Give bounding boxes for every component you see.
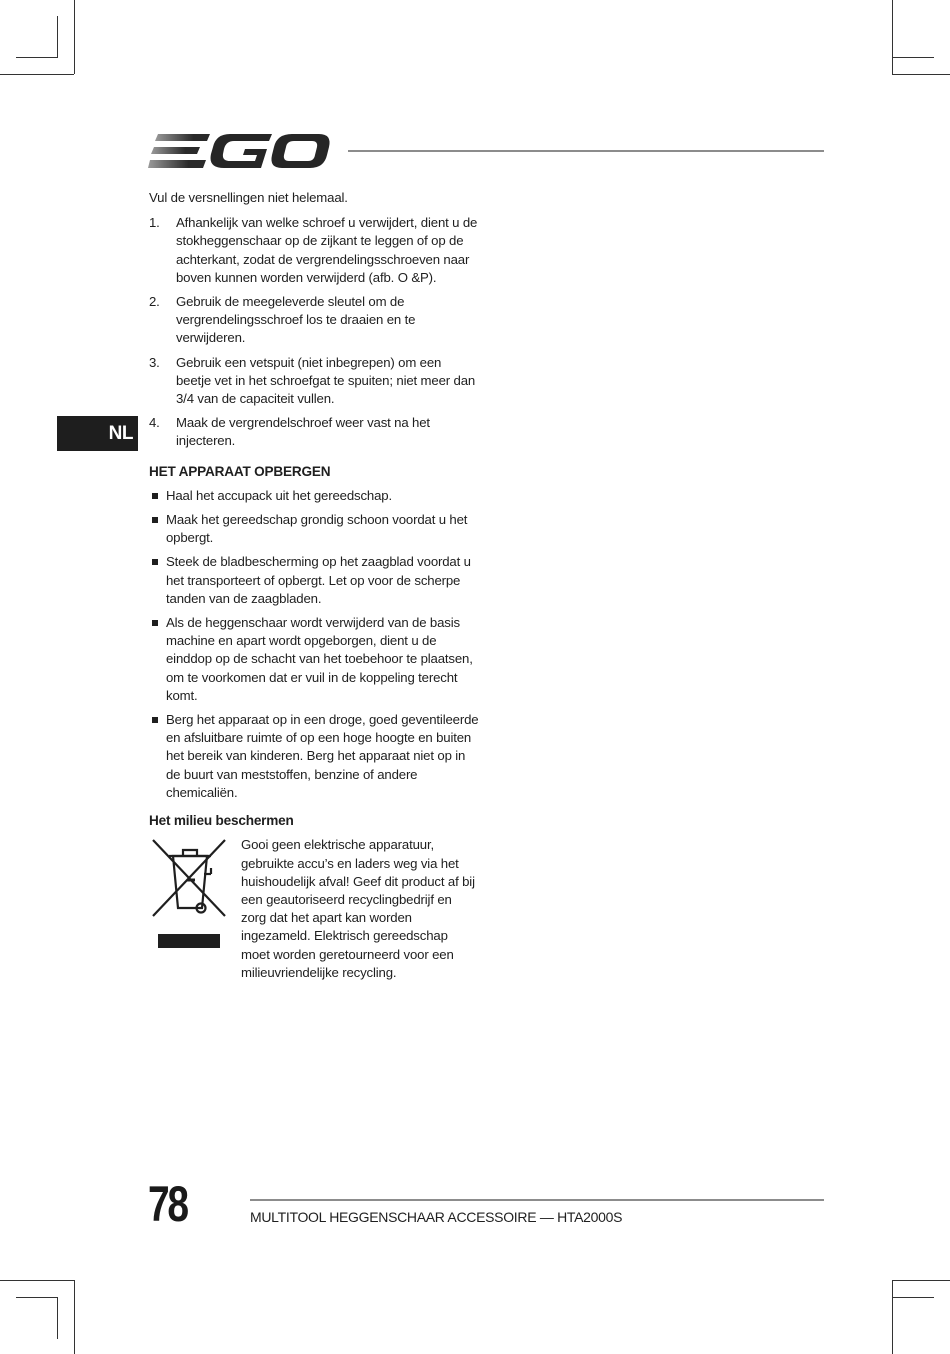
list-item	[149, 293, 479, 348]
crop-mark	[74, 1280, 75, 1354]
separate-collection-bar	[158, 934, 220, 948]
square-bullet-icon	[152, 517, 158, 523]
bullet-text: Steek de bladbescherming op het zaagblad voordat u het transporteert of opbergt. Let op voor de scherpe tanden van de zaagbladen.	[166, 554, 471, 606]
step-text: Afhankelijk van welke schroef u verwijdert, dient u de stokheggenschaar op de zijkant te leggen of op de achterkant, zodat de vergrendelingsschroeven naar boven kunnen worden verwijderd (afb. O &P).	[176, 215, 478, 285]
crop-mark	[16, 57, 58, 58]
list-item	[149, 553, 479, 608]
step-text: Gebruik de meegeleverde sleutel om de vergrendelingsschroef los te draaien en te verwijderen.	[176, 294, 416, 346]
crossed-out-wheelie-bin-icon	[149, 836, 241, 956]
step-text: Maak de vergrendelschroef weer vast na het injecteren.	[176, 415, 430, 449]
crop-mark	[892, 57, 934, 58]
list-item	[149, 487, 479, 505]
main-content	[149, 189, 479, 982]
crop-mark	[0, 74, 74, 75]
language-tab: NL	[57, 416, 138, 451]
list-item	[149, 414, 479, 450]
crop-mark	[57, 16, 58, 58]
environment-heading: Het milieu beschermen	[149, 813, 294, 829]
crop-mark	[892, 74, 950, 75]
crop-mark	[892, 0, 893, 74]
crop-mark	[892, 1280, 950, 1281]
bullet-text: Berg het apparaat op in een droge, goed geventileerde en afsluitbare ruimte of op een hoge hoogte en buiten het bereik van kinderen. Berg het apparaat niet op in de buurt van meststoffen, benzine of andere chemicaliën.	[166, 712, 479, 800]
crop-mark	[892, 1280, 893, 1354]
header-rule	[348, 150, 824, 152]
square-bullet-icon	[152, 559, 158, 565]
step-number: 2.	[149, 294, 160, 310]
list-item	[149, 614, 479, 705]
square-bullet-icon	[152, 717, 158, 723]
crop-mark	[57, 1297, 58, 1339]
crop-mark	[74, 0, 75, 74]
environment-block	[149, 836, 479, 982]
footer-rule	[250, 1199, 824, 1201]
storage-heading: HET APPARAAT OPBERGEN	[149, 463, 331, 479]
steps-list	[149, 214, 479, 450]
crop-mark	[0, 1280, 74, 1281]
step-number: 3.	[149, 354, 160, 370]
bullet-text: Maak het gereedschap grondig schoon voordat u het opbergt.	[166, 512, 468, 546]
square-bullet-icon	[152, 620, 158, 626]
environment-text: Gooi geen elektrische apparatuur, gebruikte accu’s en laders weg via het huishoudelijk afval! Geef dit product af bij een geautoriseerd recyclingbedrijf en zorg dat het apart kan worden ingezameld. Elektrisch gereedschap moet worden geretourneerd voor een milieuvriendelijke recycling.	[241, 837, 475, 980]
crop-mark	[892, 1297, 934, 1298]
list-item	[149, 711, 479, 802]
bullet-text: Als de heggenschaar wordt verwijderd van de basis machine en apart wordt opgeborgen, dient u de einddop op de schacht van het toebehoor te plaatsen, om te voorkomen dat er vuil in de koppeling terecht komt.	[166, 615, 473, 703]
square-bullet-icon	[152, 493, 158, 499]
step-text: Gebruik een vetspuit (niet inbegrepen) om een beetje vet in het schroefgat te spuiten; niet meer dan 3/4 van de capaciteit vullen.	[176, 354, 476, 407]
ego-logo	[148, 130, 332, 172]
list-item	[149, 354, 479, 409]
page-number: 78	[148, 1176, 187, 1232]
step-number: 4.	[149, 415, 160, 431]
intro-text: Vul de versnellingen niet helemaal.	[149, 190, 348, 205]
footer-title: MULTITOOL HEGGENSCHAAR ACCESSOIRE — HTA2000S	[250, 1209, 623, 1225]
storage-list	[149, 487, 479, 802]
crop-mark	[16, 1297, 58, 1298]
list-item	[149, 511, 479, 547]
bullet-text: Haal het accupack uit het gereedschap.	[166, 487, 392, 503]
step-number: 1.	[149, 215, 160, 231]
list-item	[149, 214, 479, 287]
